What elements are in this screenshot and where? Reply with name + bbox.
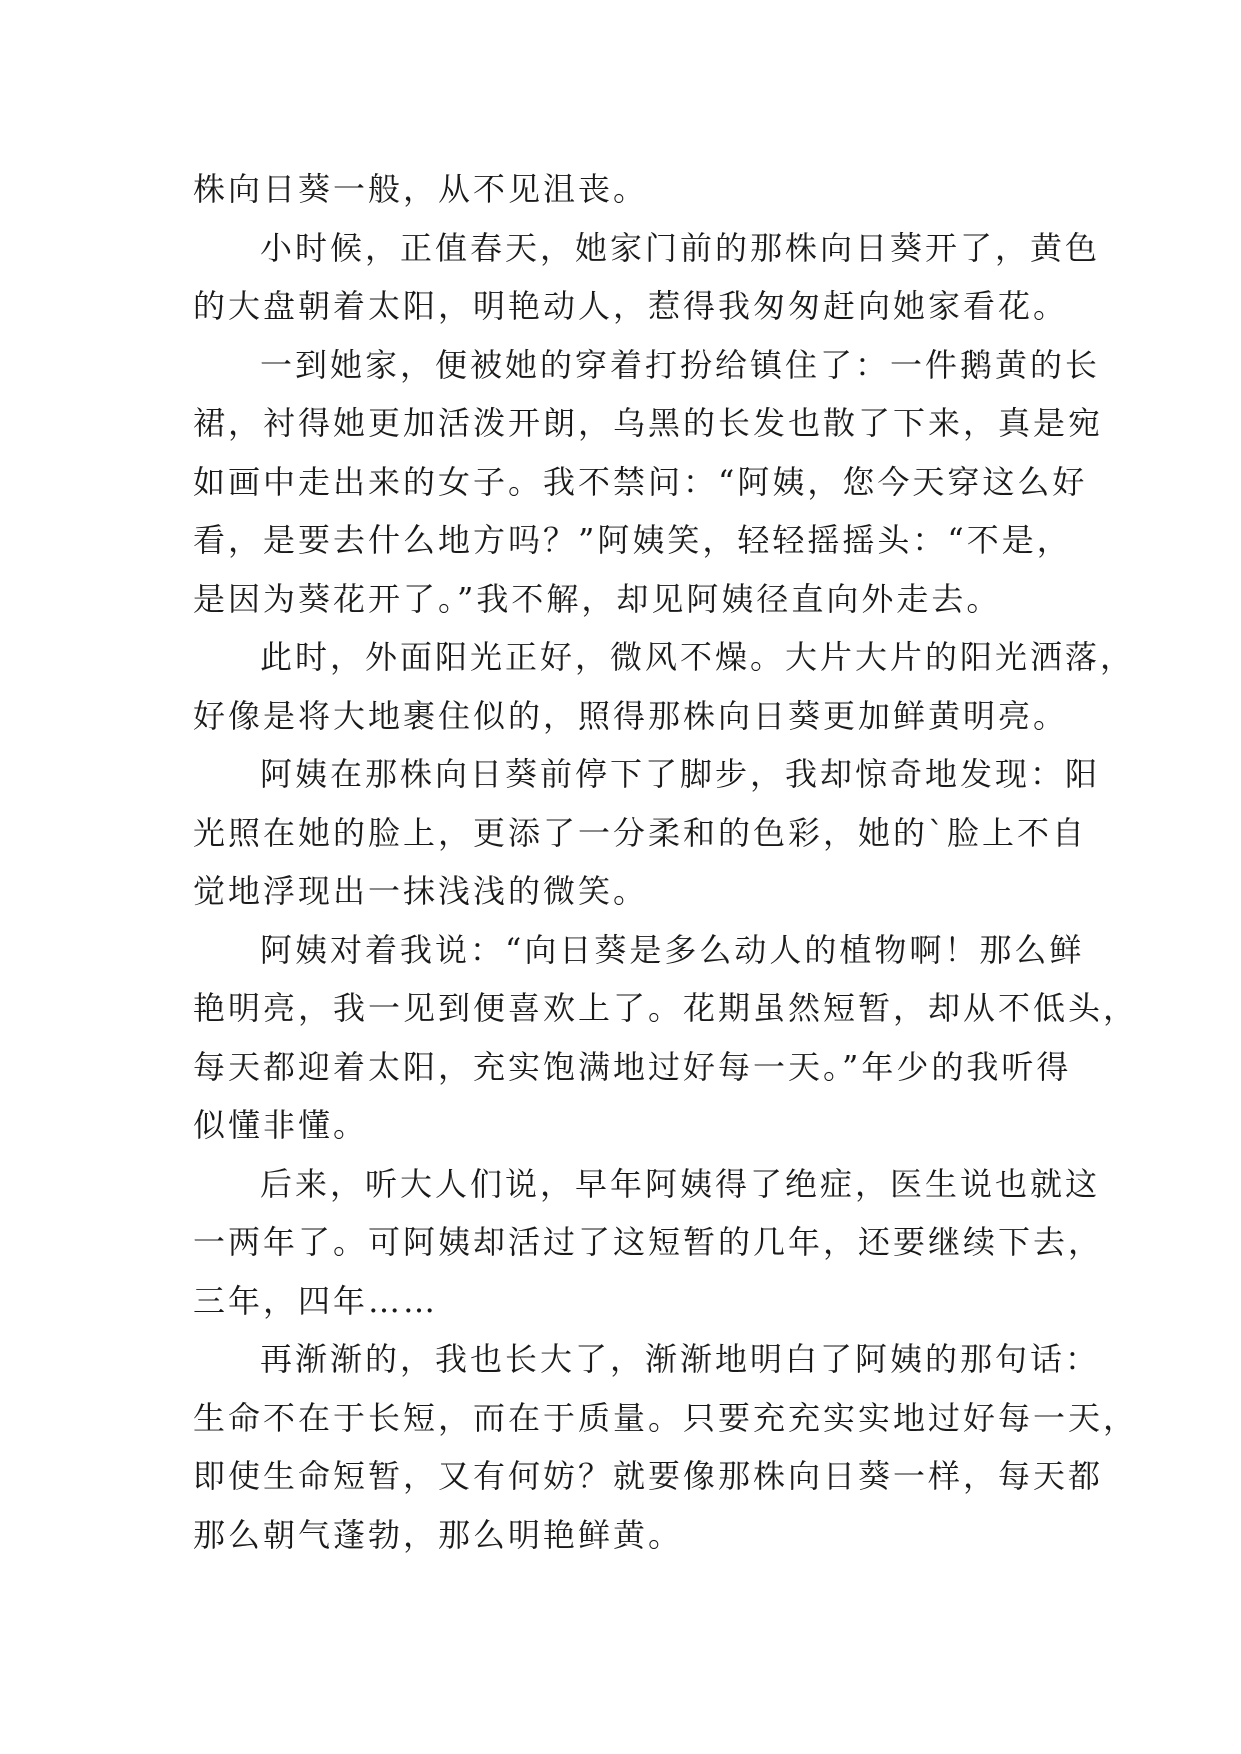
text-line: 生命不在于长短，而在于质量。只要充充实实地过好每一天， [193,1398,1139,1437]
text-line: 株向日葵一般，从不见沮丧。 [193,170,649,208]
text-line: 觉地浮现出一抹浅浅的微笑。 [193,872,649,910]
text-line: 好像是将大地裹住似的，照得那株向日葵更加鲜黄明亮。 [193,696,1069,735]
text-line: 阿姨在那株向日葵前停下了脚步，我却惊奇地发现：阳 [260,755,1101,793]
text-line: 光照在她的脸上，更添了一分柔和的色彩，她的`脸上不自 [193,813,1088,852]
text-line: 一两年了。可阿姨却活过了这短暂的几年，还要继续下去， [193,1223,1104,1261]
text-line: 艳明亮，我一见到便喜欢上了。花期虽然短暂，却从不低头， [193,989,1139,1027]
text-line: 似懂非懂。 [193,1106,369,1144]
text-line: 小时候，正值春天，她家门前的那株向日葵开了，黄色 [260,228,1101,267]
text-line: 再渐渐的，我也长大了，渐渐地明白了阿姨的那句话： [260,1340,1101,1378]
text-line: 如画中走出来的女子。我不禁问：“阿姨，您今天穿这么好 [193,462,1088,501]
text-line: 每天都迎着太阳，充实饱满地过好每一天。”年少的我听得 [193,1047,1072,1086]
text-line: 一到她家，便被她的穿着打扮给镇住了：一件鹅黄的长 [260,345,1101,384]
text-line: 即使生命短暂，又有何妨？就要像那株向日葵一样，每天都 [193,1457,1104,1495]
text-line: 此时，外面阳光正好，微风不燥。大片大片的阳光洒落， [260,638,1136,676]
document-body [193,160,1139,1564]
text-line: 后来，听大人们说，早年阿姨得了绝症，医生说也就这 [260,1164,1101,1203]
text-line: 那么朝气蓬勃，那么明艳鲜黄。 [193,1515,684,1554]
text-line: 看，是要去什么地方吗？”阿姨笑，轻轻摇摇头：“不是， [193,521,1072,559]
text-line: 裙，衬得她更加活泼开朗，乌黑的长发也散了下来，真是宛 [193,404,1104,442]
text-line: 三年，四年…… [193,1281,439,1320]
text-line: 阿姨对着我说：“向日葵是多么动人的植物啊！那么鲜 [260,930,1085,969]
text-line: 的大盘朝着太阳，明艳动人，惹得我匆匆赶向她家看花。 [193,287,1069,325]
text-line: 是因为葵花开了。”我不解，却见阿姨径直向外走去。 [193,579,1002,618]
